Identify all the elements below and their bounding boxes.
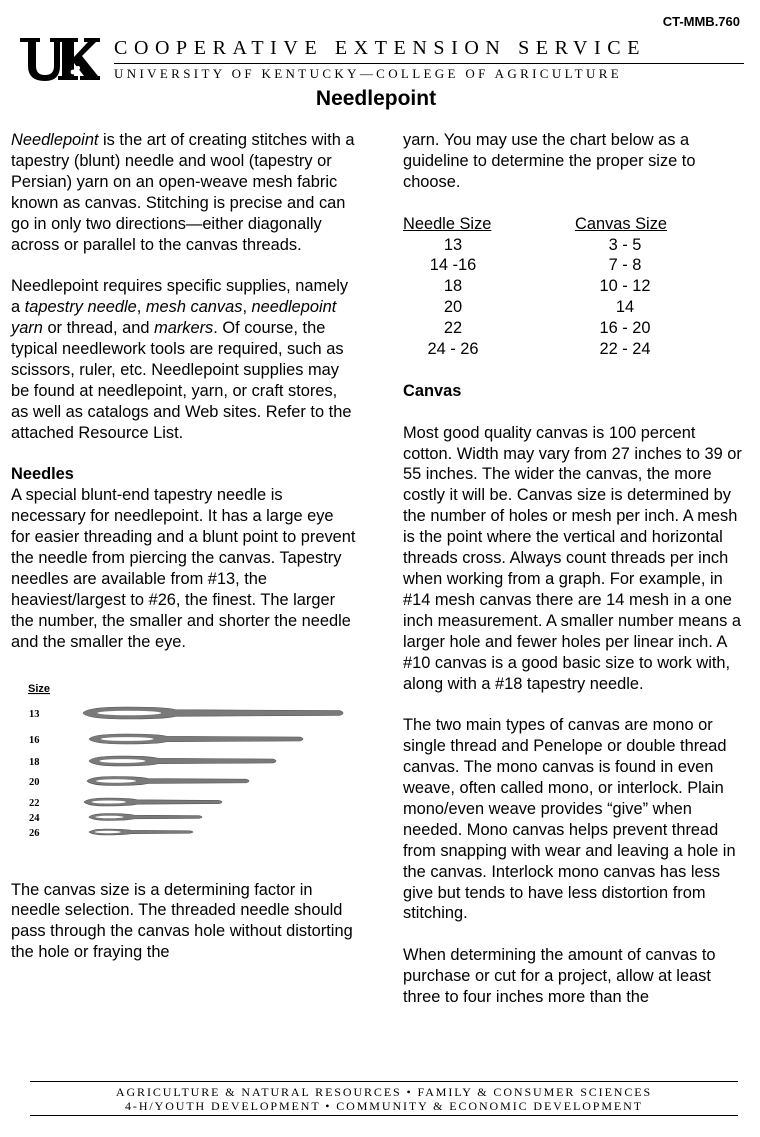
needle-size-label: 26: [29, 827, 40, 839]
masthead-subtitle: UNIVERSITY OF KENTUCKY—COLLEGE OF AGRICULTURE: [114, 66, 623, 81]
uk-logo: [18, 36, 100, 82]
chart-intro-paragraph: yarn. You may use the chart below as a guideline to determine the proper size to choose.: [403, 131, 696, 191]
needle-eye: [92, 800, 126, 803]
canvas-paragraph-2: The two main types of canvas are mono or single thread and Penelope or double thread canvas. The mono canvas is found in even weave, often called mono, or interlock. Plain mono/even weave provides “give” when needed. Mono canvas helps prevent thread from snapping with wear and leaving a hole in the canvas. Interlock mono canvas has less give but tends to have less distortion from stitching.: [403, 716, 736, 923]
canvas-size-paragraph: The canvas size is a determining factor in needle selection. The threaded needle should pass through the canvas hole without distorting the hole or fraying the: [11, 880, 353, 962]
needle-eye: [101, 737, 154, 741]
masthead-title: COOPERATIVE EXTENSION SERVICE: [114, 37, 647, 59]
table-row: 14 -16 7 - 8: [429, 256, 642, 275]
masthead: [18, 36, 730, 82]
table-row: 24 - 26 22 - 24: [427, 340, 651, 359]
needles-heading: Needles: [11, 465, 74, 484]
table-row: 18 10 - 12: [443, 277, 651, 296]
needle-eye: [95, 815, 123, 818]
table-header-row: [403, 214, 675, 235]
needle-canvas-size-table: [403, 214, 675, 360]
right-column: [403, 130, 748, 1029]
footer: [30, 1081, 738, 1116]
needle-illustration: [11, 674, 356, 859]
needle-figure-size-label: Size: [28, 682, 51, 695]
supplies-paragraph: Needlepoint requires specific supplies, namely a tapestry needle, mesh canvas, needlepoint yarn or thread, and markers. Of course, the typical needlework tools are required, such as scissors, ruler, etc. Needlepoint supplies may be found at needlepoint, yarn, or craft stores, as well as catalogs and Web sites. Refer to the attached Resource List.: [11, 277, 352, 442]
document-code: CT-MMB.760: [662, 14, 740, 29]
table-row: 13 3 - 5: [443, 235, 642, 254]
needle-size-figure: [11, 674, 356, 859]
masthead-rule: [114, 63, 744, 64]
intro-paragraph: Needlepoint is the art of creating stitches with a tapestry (blunt) needle and wool (tapestry or Persian) yarn on an open-weave mesh fabric known as canvas. Stitching is precise and can go in only two directions—either diagonally across or parallel to the canvas threads.: [11, 131, 355, 254]
header-canvas-size: Canvas Size: [575, 214, 668, 233]
page-title: Needlepoint: [315, 87, 437, 110]
needle-size-label: 20: [29, 776, 40, 788]
needle-size-label: 16: [29, 734, 40, 746]
needle-group: [29, 707, 343, 839]
needle-size-label: 18: [29, 756, 40, 768]
table-row: 20 14: [443, 298, 635, 317]
header-needle-size: Needle Size: [403, 214, 492, 233]
needles-paragraph: A special blunt-end tapestry needle is necessary for needlepoint. It has a large eye for easier threading and a blunt point to prevent the needle from piercing the canvas. Tapestry needles are available from #13, the heaviest/largest to #26, the finest. The larger the number, the smaller and shorter the needle and the smaller the eye.: [11, 486, 356, 651]
needle-size-label: 24: [29, 812, 40, 824]
needle-size-label: 22: [29, 797, 40, 809]
needle-size-label: 13: [29, 708, 40, 720]
needle-eye: [99, 759, 145, 763]
table-row: 22 16 - 20: [443, 319, 651, 338]
footer-line-2: 4-H/YOUTH DEVELOPMENT • COMMUNITY & ECONOMIC DEVELOPMENT: [125, 1099, 643, 1113]
footer-rule-top: [30, 1081, 738, 1082]
canvas-heading: Canvas: [403, 381, 462, 400]
needle-eye: [96, 779, 136, 782]
canvas-paragraph-3: When determining the amount of canvas to purchase or cut for a project, allow at least three to four inches more than the: [403, 946, 716, 1007]
canvas-paragraph-1: Most good quality canvas is 100 percent cotton. Width may vary from 27 inches to 39 or 55 inches. The wider the canvas, the more costly it will be. Canvas size is determined by the number of holes or mesh per inch. A mesh is the point where the vertical and horizontal threads cross. Always count threads per inch when working from a graph. For example, in #14 mesh canvas there are 14 mesh in a one inch measurement. A smaller number means a larger hole and fewer holes per linear inch. A #10 canvas is a good basic size to work with, along with a #18 tapestry needle.: [403, 423, 742, 693]
footer-line-1: AGRICULTURE & NATURAL RESOURCES • FAMILY & CONSUMER SCIENCES: [115, 1085, 653, 1099]
needle-eye: [95, 830, 121, 832]
footer-rule-bottom: [30, 1115, 738, 1116]
left-column: [11, 130, 356, 984]
intro-term: Needlepoint: [11, 131, 99, 149]
needle-eye: [97, 710, 161, 715]
